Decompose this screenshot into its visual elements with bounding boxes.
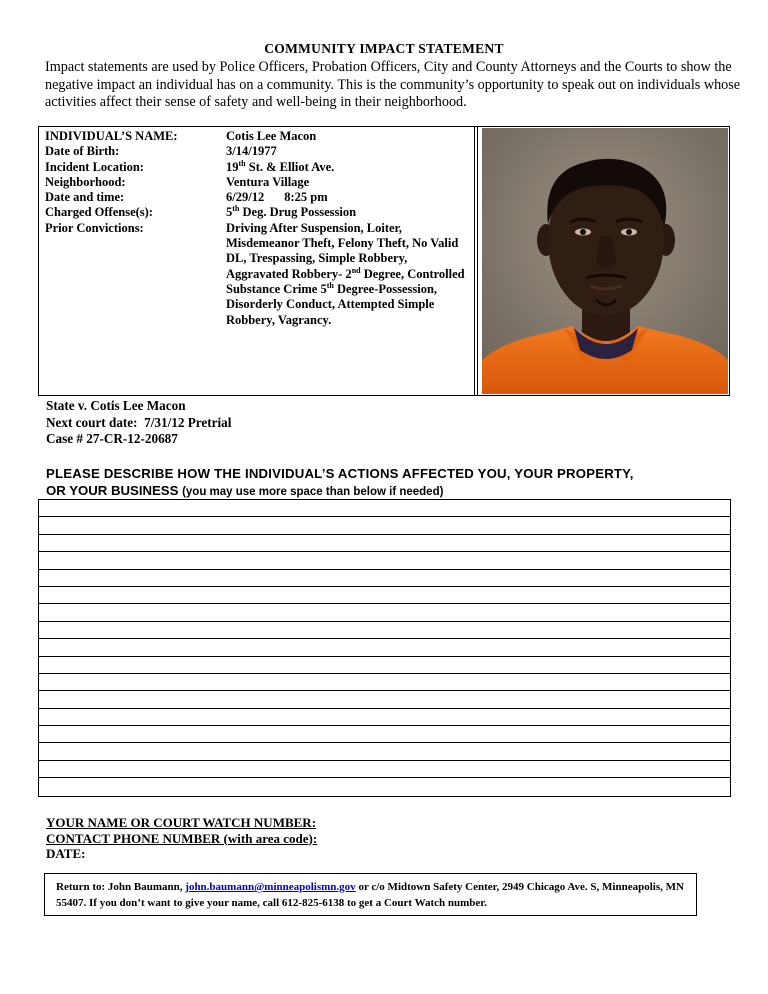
value-neighborhood: Ventura Village (226, 174, 310, 189)
label-datetime: Date and time: (45, 190, 125, 205)
label-location: Incident Location: (45, 159, 144, 174)
writing-line[interactable] (39, 691, 730, 708)
priors-text-2: Degree, Controlled Substance Crime 5 (226, 266, 465, 296)
info-labels (45, 129, 225, 236)
priors-text-1: Driving After Suspension, Loiter, Misdemeanor Theft, Felony Theft, No Valid DL, Trespassing, Simple Robbery, Aggravated Robbery- 2 (226, 220, 459, 281)
return-instructions (44, 873, 697, 916)
mugshot-photo (482, 128, 728, 394)
location-number: 19 (226, 159, 239, 174)
writing-line[interactable] (39, 517, 730, 534)
label-offense: Charged Offense(s): (45, 205, 153, 220)
priors-text-3: Degree-Possession, Disorderly Conduct, Attempted Simple Robbery, Vagrancy. (226, 281, 438, 327)
statement-writing-area[interactable] (38, 499, 731, 797)
case-caption: State v. Cotis Lee Macon (46, 398, 186, 413)
value-offense (226, 205, 472, 220)
writing-line[interactable] (39, 604, 730, 621)
writing-line[interactable] (39, 552, 730, 569)
court-date-value: 7/31/12 Pretrial (144, 414, 232, 430)
writing-line[interactable] (39, 743, 730, 760)
next-court-date (46, 415, 231, 432)
value-dob: 3/14/1977 (226, 144, 277, 159)
case-info (46, 398, 231, 448)
writing-line[interactable] (39, 726, 730, 743)
return-suffix: or c/o Midtown Safety Center, 2949 Chicago Ave. S, Minneapolis, MN 55407. If you don’t want to give your name, call 612-825-6138 to get a Court Watch number. (56, 881, 684, 909)
writing-line[interactable] (39, 778, 730, 795)
contact-fields (46, 815, 317, 862)
location-street: St. & Elliot Ave. (245, 159, 335, 174)
location-suffix: th (238, 158, 246, 168)
writing-line[interactable] (39, 500, 730, 517)
date-field-label[interactable]: DATE: (46, 846, 86, 861)
prompt-line-1: PLEASE DESCRIBE HOW THE INDIVIDUAL’S ACTIONS AFFECTED YOU, YOUR PROPERTY, (46, 466, 634, 481)
court-date-label: Next court date: (46, 414, 138, 430)
email-link[interactable]: john.baumann@minneapolismn.gov (185, 881, 356, 893)
return-prefix: Return to: John Baumann, (56, 881, 183, 893)
label-priors: Prior Convictions: (45, 220, 144, 235)
info-values (226, 129, 472, 328)
value-date: 6/29/12 (226, 190, 265, 205)
case-number: Case # 27-CR-12-20687 (46, 431, 178, 446)
writing-line[interactable] (39, 657, 730, 674)
value-name: Cotis Lee Macon (226, 129, 317, 143)
label-neighborhood: Neighborhood: (45, 174, 126, 189)
individual-info-box (38, 126, 730, 396)
value-location (226, 160, 472, 175)
writing-line[interactable] (39, 639, 730, 656)
priors-suffix-1: nd (351, 265, 361, 275)
prompt-line-2 (46, 483, 746, 500)
writing-line[interactable] (39, 674, 730, 691)
label-dob: Date of Birth: (45, 144, 120, 159)
writing-line[interactable] (39, 761, 730, 778)
offense-text: Deg. Drug Possession (239, 205, 357, 220)
value-time: 8:25 pm (284, 190, 328, 205)
writing-line[interactable] (39, 622, 730, 639)
prompt-note: (you may use more space than below if needed) (182, 485, 444, 498)
writing-line[interactable] (39, 587, 730, 604)
writing-line[interactable] (39, 535, 730, 552)
priors-suffix-2: th (326, 280, 334, 290)
info-divider (474, 127, 478, 395)
label-name: INDIVIDUAL’S NAME: (45, 129, 178, 143)
name-field-label[interactable]: YOUR NAME OR COURT WATCH NUMBER: (46, 815, 317, 830)
impact-prompt (46, 466, 746, 500)
offense-number: 5 (226, 205, 233, 220)
page-title: COMMUNITY IMPACT STATEMENT (264, 41, 504, 56)
value-priors (226, 221, 472, 328)
offense-suffix: th (232, 204, 240, 214)
phone-field-label[interactable]: CONTACT PHONE NUMBER (with area code): (46, 830, 318, 846)
intro-paragraph: Impact statements are used by Police Officers, Probation Officers, City and County Attorneys and the Courts to show the negative impact an individual has on a community. This is the community’s opportunity to speak out on individuals whose activities affect their sense of safety and well-being in their neighborhood. (45, 59, 741, 110)
prompt-line-2-text: OR YOUR BUSINESS (46, 482, 179, 498)
value-datetime (226, 190, 472, 205)
writing-line[interactable] (39, 570, 730, 587)
writing-line[interactable] (39, 709, 730, 726)
